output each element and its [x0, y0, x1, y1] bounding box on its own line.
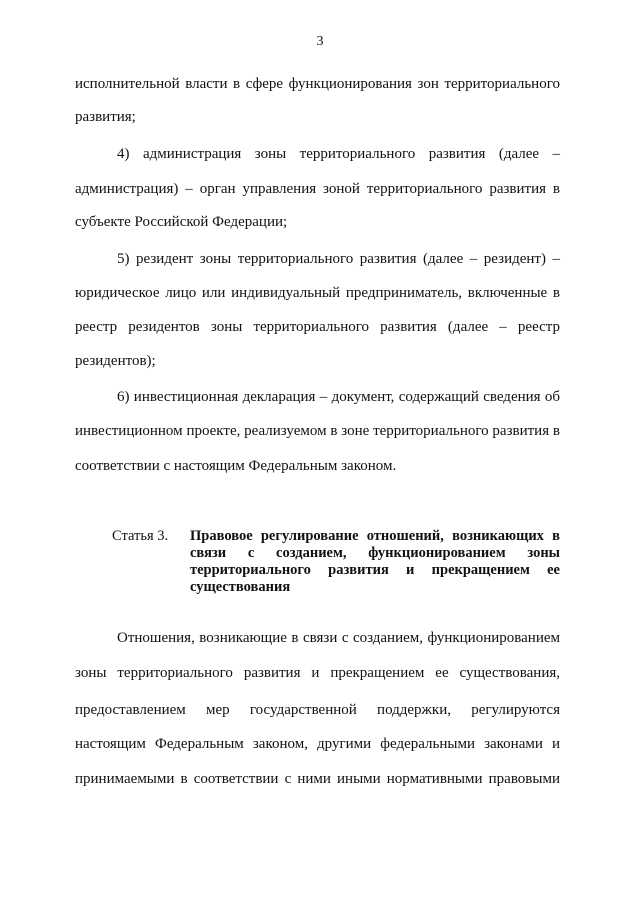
article-label: Статья 3. — [112, 528, 169, 544]
article-body-line: Отношения, возникающие в связи с созданием, функционированием — [117, 630, 560, 646]
article-title-line: существования — [190, 579, 291, 595]
article-body-line: зоны территориального развития и прекращением ее существования, — [75, 665, 560, 681]
article-title-line: Правовое регулирование отношений, возникающих в — [190, 528, 560, 544]
article-body-line: принимаемыми в соответствии с ними иными нормативными правовыми — [75, 771, 560, 787]
article-title-line: связи с созданием, функционированием зоны — [190, 545, 560, 561]
paragraph-line: развития; — [75, 109, 136, 125]
article-body-line: предоставлением мер государственной поддержки, регулируются — [75, 702, 560, 718]
paragraph-line: инвестиционном проекте, реализуемом в зоне территориального развития в — [75, 423, 560, 439]
article-body-line: настоящим Федеральным законом, другими федеральными законами и — [75, 736, 560, 752]
paragraph-line: исполнительной власти в сфере функционирования зон территориального — [75, 76, 560, 92]
paragraph-line: резидентов); — [75, 353, 156, 369]
page-number: 3 — [316, 34, 324, 49]
paragraph-line: администрация) – орган управления зоной территориального развития в — [75, 181, 560, 197]
article-title-line: территориального развития и прекращением ее — [190, 562, 560, 578]
paragraph-line: 4) администрация зоны территориального развития (далее – — [117, 146, 560, 162]
paragraph-line: юридическое лицо или индивидуальный предприниматель, включенные в — [75, 285, 560, 301]
paragraph-line: субъекте Российской Федерации; — [75, 214, 288, 230]
paragraph-line: реестр резидентов зоны территориального развития (далее – реестр — [75, 319, 560, 335]
paragraph-line: 6) инвестиционная декларация – документ, содержащий сведения об — [117, 389, 560, 405]
paragraph-line: 5) резидент зоны территориального развития (далее – резидент) – — [117, 251, 560, 267]
paragraph-line: соответствии с настоящим Федеральным законом. — [75, 458, 397, 474]
